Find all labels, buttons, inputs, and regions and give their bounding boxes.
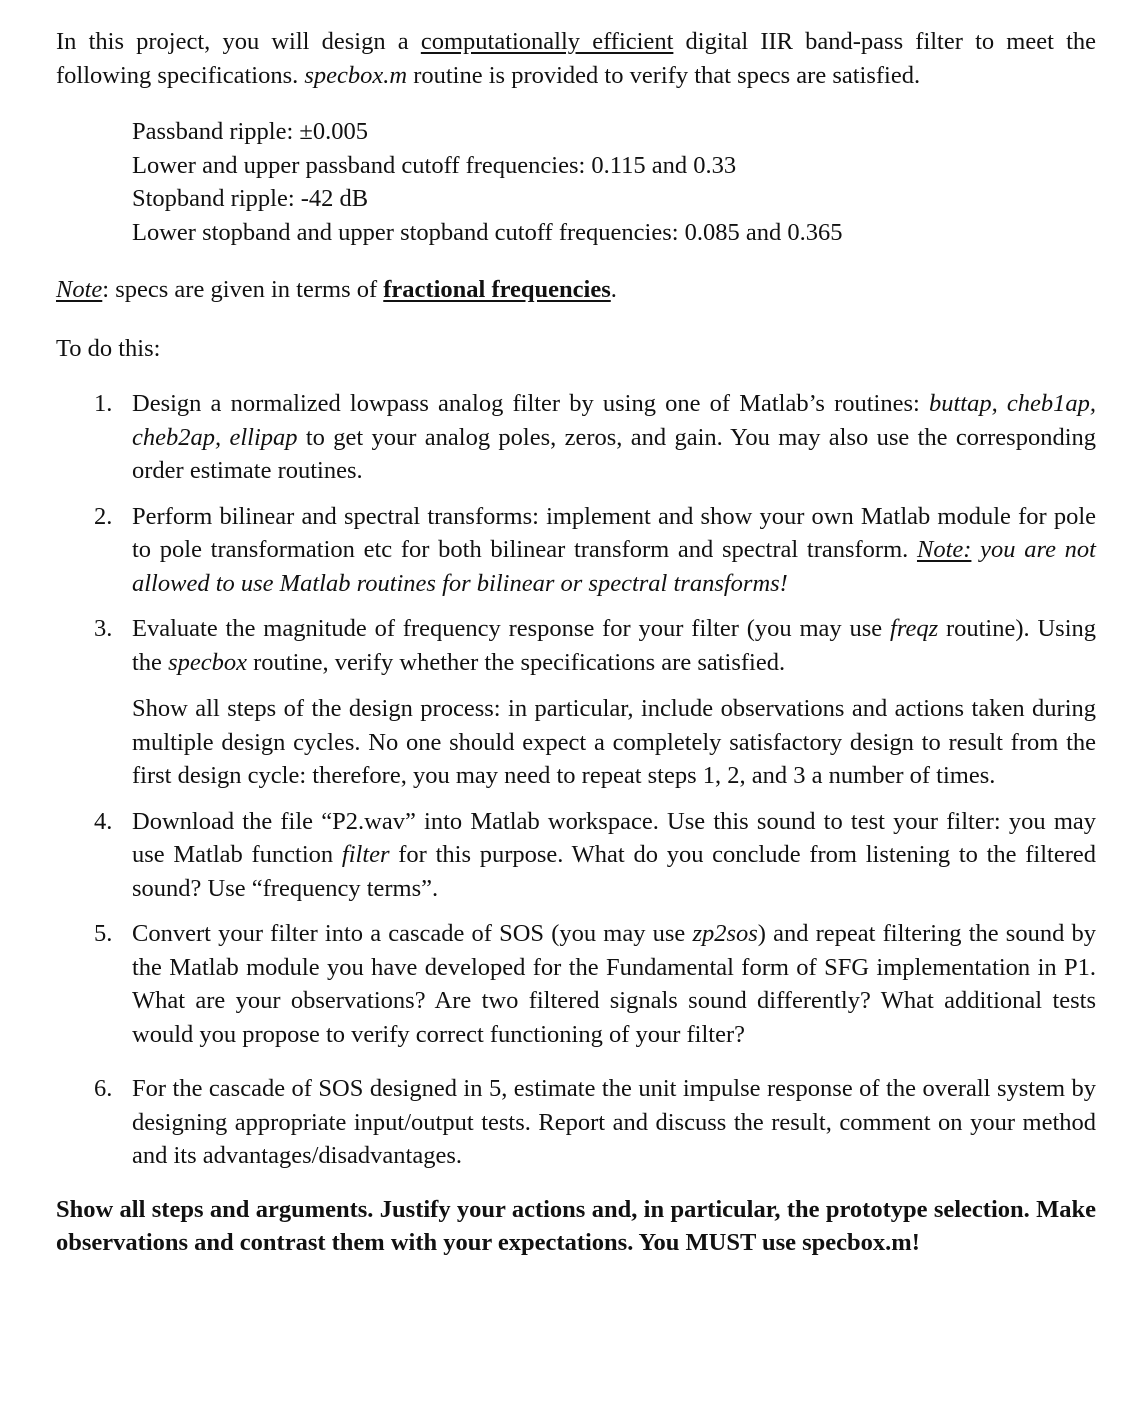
note-text-1: : specs are given in terms of	[102, 276, 384, 303]
task-1-routines: buttap, cheb1ap, cheb2ap, ellipap	[132, 390, 1096, 451]
intro-text-3: routine is provided to verify that specs are satisfied.	[407, 61, 921, 89]
task-6-text-1: For the cascade of SOS designed in 5, estimate the unit impulse response of the overall system by designing appropriate input/output tests. Report and discuss the result, comment on your method and its advantages/disadvantages.	[132, 1075, 1096, 1169]
intro-underlined-phrase: computationally efficient	[420, 28, 674, 55]
task-2-note-label: Note:	[916, 536, 972, 563]
task-number-1: 1.	[94, 390, 113, 417]
task-item-5	[56, 917, 1096, 1051]
task-3-text-3: routine, verify whether the specifications are satisfied.	[246, 648, 786, 676]
task-item-6	[56, 1072, 1096, 1173]
task-3-freqz: freqz	[890, 615, 939, 642]
task-number-3: 3.	[94, 615, 113, 642]
todo-heading: To do this:	[56, 334, 161, 362]
task-5-text-1: Convert your filter into a cascade of SOS (you may use	[132, 920, 693, 947]
task-1-text-2: to get your analog poles, zeros, and gain. You may also use the corresponding order estimate routines.	[132, 423, 1097, 484]
spec-stopband-cutoffs: Lower stopband and upper stopband cutoff frequencies: 0.085 and 0.365	[132, 218, 843, 246]
task-number-2: 2.	[94, 502, 113, 530]
intro-specbox-filename: specbox.m	[304, 61, 408, 89]
task-4-filter: filter	[341, 841, 390, 868]
task-number-6: 6.	[94, 1075, 113, 1102]
task-5-text-2: ) and repeat filtering the sound by the Matlab module you have developed for the Fundamental form of SFG implementation in P1. What are your observations? Are two filtered signals sound differently? What additional tests would you propose to verify correct functioning of your filter?	[132, 920, 1096, 1048]
task-3-text-1: Evaluate the magnitude of frequency response for your filter (you may use	[132, 615, 891, 642]
spec-passband-ripple: Passband ripple: ±0.005	[132, 118, 368, 145]
document-page	[56, 25, 1096, 1260]
note-label: Note	[56, 276, 103, 303]
task-4-text-1: Download the file “P2.wav” into Matlab workspace. Use this sound to test your filter: you may use Matlab function	[132, 807, 1096, 868]
note-bold-term: fractional frequencies	[383, 276, 611, 303]
task-3-specbox: specbox	[168, 648, 247, 676]
task-item-3	[56, 612, 1096, 793]
task-3-paragraph-2: Show all steps of the design process: in particular, include observations and actions taken during multiple design cycles. No one should expect a completely satisfactory design to result from the first design cycle: therefore, you may need to repeat steps 1, 2, and 3 a number of times.	[132, 695, 1096, 789]
intro-text-1: In this project, you will design a	[56, 28, 421, 55]
task-3-text-2: routine). Using the	[132, 615, 1096, 676]
task-item-1	[56, 387, 1096, 488]
task-number-4: 4.	[94, 807, 113, 835]
task-4-text-2: for this purpose. What do you conclude from listening to the filtered sound? Use “frequency terms”.	[132, 841, 1097, 902]
task-number-5: 5.	[94, 920, 113, 947]
task-1-text-1: Design a normalized lowpass analog filter by using one of Matlab’s routines:	[132, 390, 929, 417]
task-item-2	[56, 500, 1096, 601]
note-text-2: .	[610, 276, 617, 303]
task-item-4	[56, 805, 1096, 906]
final-instructions: Show all steps and arguments. Justify your actions and, in particular, the prototype selection. Make observations and contrast them with your expectations. You MUST use specbox.m!	[56, 1195, 1096, 1256]
spec-passband-cutoffs: Lower and upper passband cutoff frequencies: 0.115 and 0.33	[132, 151, 737, 179]
note-paragraph	[56, 273, 1096, 307]
task-2-text-1: Perform bilinear and spectral transforms: implement and show your own Matlab module for pole to pole transformation etc for both bilinear transform and spectral transform.	[132, 502, 1096, 563]
spec-stopband-ripple: Stopband ripple: -42 dB	[132, 185, 369, 212]
intro-paragraph	[56, 25, 1096, 92]
spec-list	[132, 115, 1096, 249]
task-list	[56, 387, 1096, 1173]
task-2-note-text: you are not allowed to use Matlab routines for bilinear or spectral transforms!	[132, 536, 1096, 597]
intro-text-2: digital IIR band-pass filter to meet the following specifications.	[56, 28, 1096, 89]
task-5-zp2sos: zp2sos	[692, 920, 758, 947]
